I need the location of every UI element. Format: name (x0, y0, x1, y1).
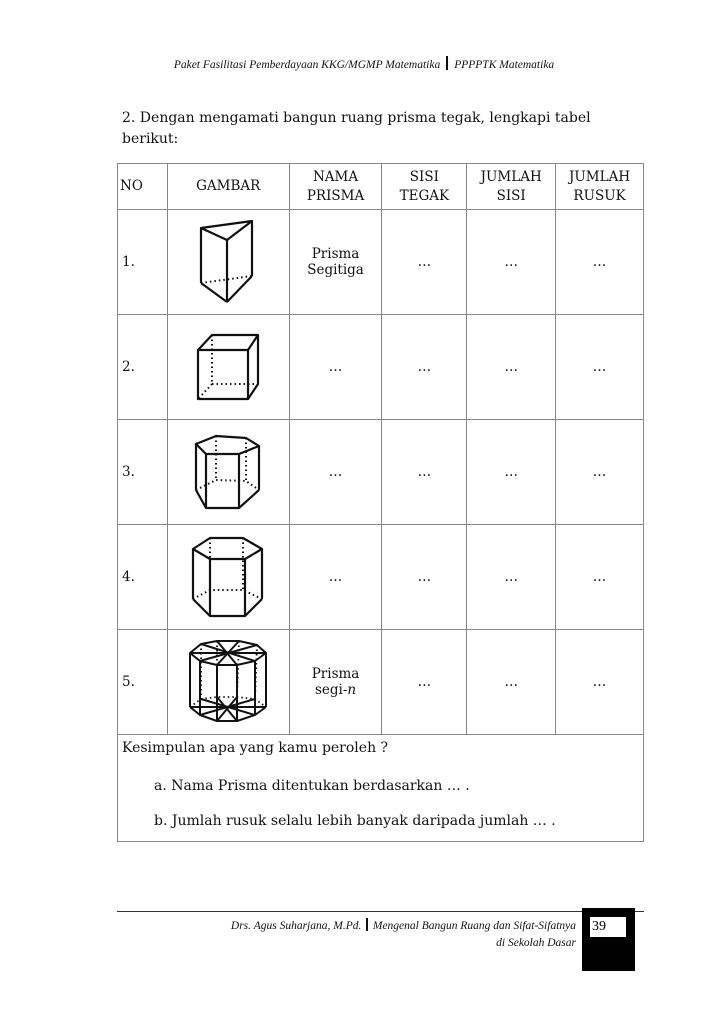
pentagonal-prism-icon (193, 433, 263, 511)
sisi-tegak-blank: … (382, 210, 467, 315)
page-header (0, 56, 728, 71)
header-jumlah-rusuk: JUMLAH RUSUK (556, 164, 644, 210)
jumlah-sisi-blank: … (467, 420, 556, 525)
exercise-instruction: 2. Dengan mengamati bangun ruang prisma tegak, lengkapi tabel berikut: (122, 110, 591, 147)
hexagonal-prism-icon (190, 535, 266, 619)
triangular-prism-figure (167, 210, 289, 315)
jumlah-rusuk-blank: … (556, 525, 644, 630)
header-gambar: GAMBAR (167, 164, 289, 210)
n-gonal-prism-icon (187, 639, 269, 725)
row-number: 5. (118, 630, 168, 735)
hexagonal-prism-figure (167, 525, 289, 630)
jumlah-sisi-blank: … (467, 525, 556, 630)
footer-title-line1: Mengenal Bangun Ruang dan Sifat-Sifatnya (372, 920, 576, 932)
jumlah-sisi-blank: … (467, 630, 556, 735)
header-nama-prisma: NAMA PRISMA (289, 164, 382, 210)
header-right-text: PPPPTK Matematika (454, 59, 555, 71)
conclusion-title: Kesimpulan apa yang kamu peroleh ? (122, 740, 389, 756)
table-row (118, 420, 644, 525)
header-separator (446, 56, 448, 70)
footer-author: Drs. Agus Suharjana, M.Pd. (230, 920, 362, 932)
row-number: 4. (118, 525, 168, 630)
header-no: NO (118, 164, 168, 210)
conclusion-row (118, 735, 644, 842)
row-number: 3. (118, 420, 168, 525)
prism-name-blank: … (289, 315, 382, 420)
prism-name: Prisma Segitiga (289, 210, 382, 315)
jumlah-rusuk-blank: … (556, 630, 644, 735)
table-header-row (118, 164, 644, 210)
pentagonal-prism-figure (167, 420, 289, 525)
page-number: 39 (590, 917, 626, 937)
footer-divider (117, 911, 644, 912)
sisi-tegak-blank: … (382, 630, 467, 735)
cube-figure (167, 315, 289, 420)
table-row (118, 525, 644, 630)
sisi-tegak-blank: … (382, 315, 467, 420)
jumlah-sisi-blank: … (467, 315, 556, 420)
jumlah-rusuk-blank: … (556, 420, 644, 525)
row-number: 1. (118, 210, 168, 315)
table-row (118, 630, 644, 735)
table-row (118, 210, 644, 315)
header-left-text: Paket Fasilitasi Pemberdayaan KKG/MGMP Matematika (173, 59, 441, 71)
table-row (118, 315, 644, 420)
jumlah-rusuk-blank: … (556, 210, 644, 315)
jumlah-sisi-blank: … (467, 210, 556, 315)
conclusion-cell (118, 735, 644, 842)
conclusion-item-b: b. Jumlah rusuk selalu lebih banyak daripada jumlah … . (154, 813, 556, 829)
page-number-box (582, 908, 635, 971)
prism-table (117, 163, 644, 842)
row-number: 2. (118, 315, 168, 420)
header-jumlah-sisi: JUMLAH SISI (467, 164, 556, 210)
prism-name: Prisma segi-n (289, 630, 382, 735)
triangular-prism-icon (198, 219, 258, 305)
sisi-tegak-blank: … (382, 420, 467, 525)
prism-name-blank: … (289, 525, 382, 630)
n-gonal-prism-figure (167, 630, 289, 735)
jumlah-rusuk-blank: … (556, 315, 644, 420)
footer-title-line2: di Sekolah Dasar (496, 937, 576, 949)
footer-separator (366, 918, 368, 931)
header-sisi-tegak: SISI TEGAK (382, 164, 467, 210)
cube-icon (195, 332, 261, 402)
sisi-tegak-blank: … (382, 525, 467, 630)
conclusion-item-a: a. Nama Prisma ditentukan berdasarkan … . (154, 778, 470, 794)
page-footer (130, 918, 576, 952)
prism-name-blank: … (289, 420, 382, 525)
